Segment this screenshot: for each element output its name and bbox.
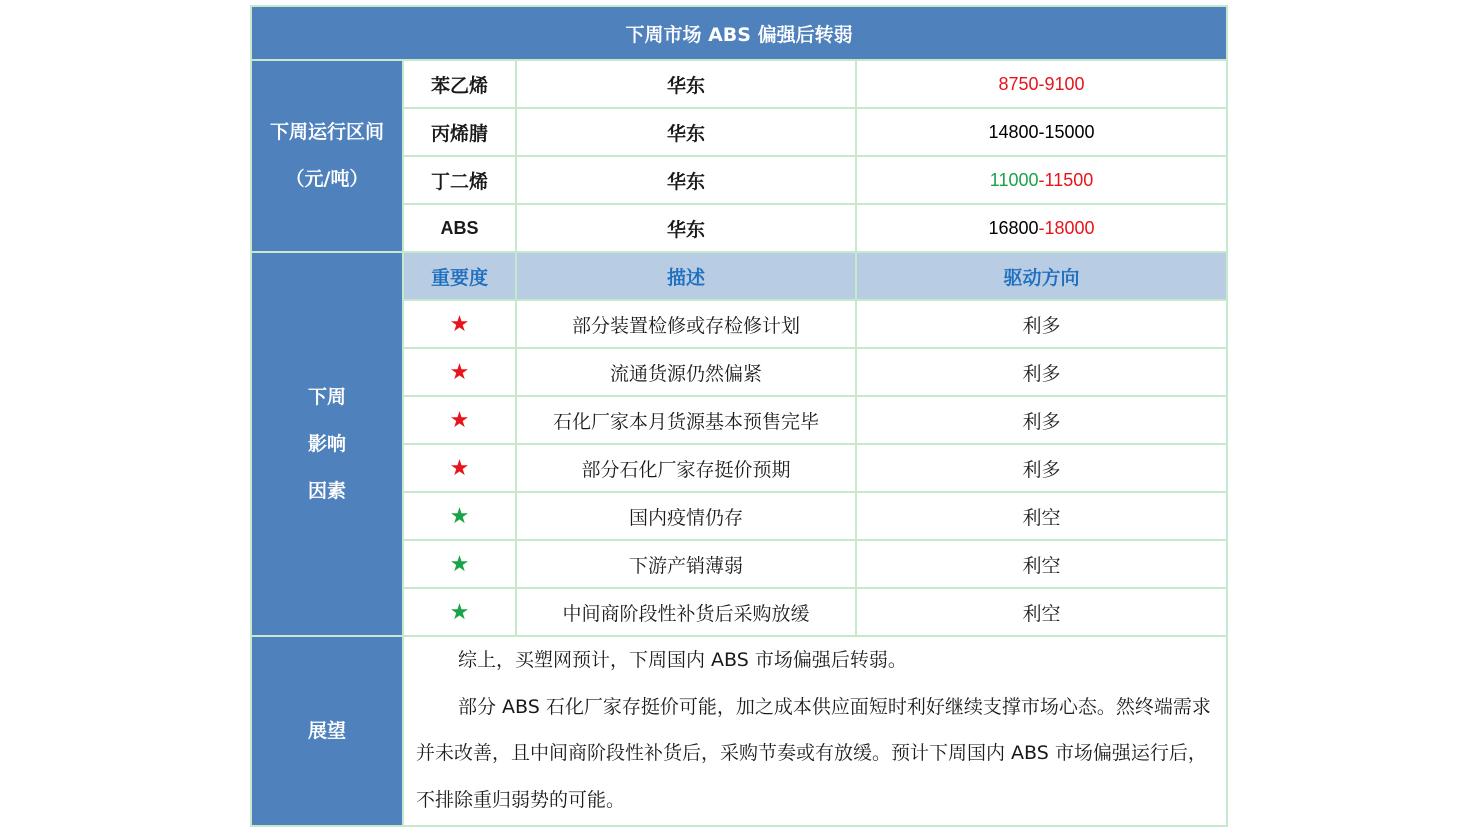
region-cell: 华东: [516, 204, 856, 252]
factor-direction: 利多: [856, 300, 1227, 348]
star-icon: ★: [403, 492, 516, 540]
range-section-label: [251, 60, 403, 252]
price-sep: -: [1038, 121, 1045, 142]
price-sep: -: [1038, 73, 1045, 94]
price-low: 16800: [988, 217, 1039, 238]
price-range-cell: [856, 60, 1227, 108]
factor-description: 中间商阶段性补货后采购放缓: [516, 588, 856, 636]
star-icon: ★: [403, 348, 516, 396]
price-range-cell: [856, 108, 1227, 156]
factor-direction: 利多: [856, 348, 1227, 396]
price-sep: -: [1038, 169, 1045, 190]
price-high: 11500: [1044, 169, 1094, 190]
product-cell: 丙烯腈: [403, 108, 516, 156]
factor-direction: 利空: [856, 588, 1227, 636]
star-icon: ★: [403, 444, 516, 492]
outlook-label: 展望: [251, 636, 403, 826]
factor-description: 国内疫情仍存: [516, 492, 856, 540]
outlook-paragraph-2: 部分 ABS 石化厂家存挺价可能，加之成本供应面短时利好继续支撑市场心态。然终端需求并未改善，且中间商阶段性补货后，采购节奏或有放缓。预计下周国内 ABS 市场偏强运行后，不排除重归弱势的可能。: [416, 695, 1211, 811]
product-cell: 苯乙烯: [403, 60, 516, 108]
direction-header: 驱动方向: [856, 252, 1227, 300]
factor-direction: 利多: [856, 444, 1227, 492]
factors-label-line2: 影响: [307, 432, 346, 455]
abs-market-table: [250, 5, 1228, 827]
star-icon: ★: [403, 588, 516, 636]
factor-description: 石化厂家本月货源基本预售完毕: [516, 396, 856, 444]
price-high: 9100: [1044, 73, 1085, 94]
factor-description: 部分装置检修或存检修计划: [516, 300, 856, 348]
factors-label-line1: 下周: [307, 385, 346, 408]
factor-description: 部分石化厂家存挺价预期: [516, 444, 856, 492]
outlook-text: [403, 636, 1227, 826]
range-label-line2: （元/吨）: [285, 168, 369, 190]
region-cell: 华东: [516, 108, 856, 156]
star-icon: ★: [403, 396, 516, 444]
product-cell: 丁二烯: [403, 156, 516, 204]
description-header: 描述: [516, 252, 856, 300]
price-low: 8750: [998, 73, 1039, 94]
price-low: 11000: [989, 169, 1039, 190]
price-range-cell: [856, 156, 1227, 204]
product-cell: ABS: [403, 204, 516, 252]
price-low: 14800: [988, 121, 1039, 142]
importance-header: 重要度: [403, 252, 516, 300]
price-high: 18000: [1044, 217, 1095, 238]
factor-direction: 利空: [856, 540, 1227, 588]
factor-direction: 利空: [856, 492, 1227, 540]
price-sep: -: [1038, 217, 1045, 238]
price-high: 15000: [1044, 121, 1095, 142]
region-cell: 华东: [516, 60, 856, 108]
factors-label-line3: 因素: [307, 479, 346, 502]
price-range-cell: [856, 204, 1227, 252]
table-title: 下周市场 ABS 偏强后转弱: [251, 6, 1227, 60]
outlook-paragraph-1: 综上，买塑网预计，下周国内 ABS 市场偏强后转弱。: [458, 649, 907, 671]
range-label-line1: 下周运行区间: [269, 121, 384, 143]
region-cell: 华东: [516, 156, 856, 204]
factor-description: 下游产销薄弱: [516, 540, 856, 588]
factor-description: 流通货源仍然偏紧: [516, 348, 856, 396]
factors-section-label: [251, 252, 403, 636]
factor-direction: 利多: [856, 396, 1227, 444]
star-icon: ★: [403, 300, 516, 348]
star-icon: ★: [403, 540, 516, 588]
